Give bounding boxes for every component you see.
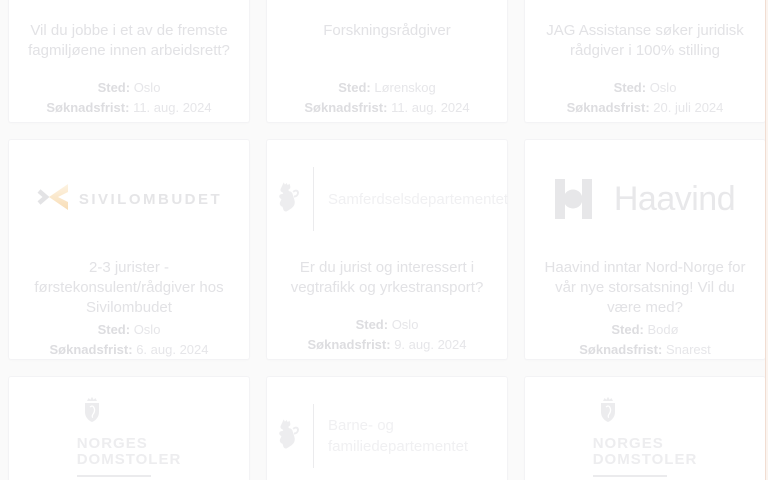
- job-card[interactable]: [524, 139, 766, 360]
- deadline-row: [304, 99, 469, 117]
- employer-logo-area: [9, 377, 249, 480]
- haavind-wordmark: Haavind: [613, 179, 736, 218]
- job-title: Er du jurist og interessert i vegtrafikk og yrkestransport?: [290, 259, 484, 296]
- employer-logo-area: [267, 377, 507, 480]
- deadline-label: Søknadsfrist:: [46, 100, 130, 115]
- haavind-h-icon: [555, 179, 592, 219]
- logo-divider: [313, 404, 314, 468]
- haavind-logo: [555, 179, 735, 219]
- deadline-value: Snarest: [665, 342, 711, 357]
- job-title: 2-3 jurister - førstekonsulent/rådgiver hos Sivilombudet: [34, 259, 224, 316]
- deadline-row: [50, 341, 209, 359]
- employer-logo-area: [267, 0, 507, 21]
- employer-logo-area: [525, 140, 765, 258]
- norges-domstoler-logo: [593, 395, 698, 477]
- deadline-label: Søknadsfrist:: [566, 100, 650, 115]
- logo-underline: [593, 475, 667, 477]
- location-value: Bodø: [647, 322, 679, 337]
- deadline-row: [579, 341, 711, 359]
- logo-underline: [77, 475, 151, 477]
- deadline-label: Søknadsfrist:: [49, 342, 133, 357]
- court-crest-icon: [596, 395, 620, 430]
- location-label: Sted:: [355, 317, 389, 332]
- job-card[interactable]: [266, 139, 508, 360]
- employer-logo-area: [9, 0, 249, 21]
- court-crest-icon: [80, 395, 104, 430]
- employer-logo-area: [525, 0, 765, 21]
- department-name: Barne- og familiedepartementet: [328, 417, 469, 455]
- job-card[interactable]: [266, 376, 508, 480]
- job-meta: [308, 316, 467, 354]
- deadline-value: 6. aug. 2024: [136, 342, 209, 357]
- deadline-label: Søknadsfrist:: [579, 342, 663, 357]
- barne-og-familiedepartementet-logo: [276, 404, 498, 468]
- court-wordmark: NORGES DOMSTOLER: [76, 435, 182, 468]
- location-label: Sted:: [338, 80, 371, 95]
- job-meta: [567, 79, 724, 117]
- deadline-row: [567, 99, 724, 117]
- deadline-label: Søknadsfrist:: [304, 100, 388, 115]
- location-value: Oslo: [133, 80, 161, 95]
- location-row: [50, 321, 209, 339]
- deadline-value: 11. aug. 2024: [133, 100, 212, 115]
- deadline-row: [308, 336, 467, 354]
- department-name: Samferdselsdepartementet: [328, 190, 509, 208]
- deadline-row: [46, 99, 211, 117]
- job-card-grid: [8, 0, 766, 480]
- job-title: Forskningsrådgiver: [323, 22, 451, 39]
- logo-divider: [313, 167, 314, 231]
- deadline-value: 11. aug. 2024: [391, 100, 470, 115]
- job-meta: [304, 79, 469, 117]
- sivilombudet-wordmark: SIVILOMBUDET: [78, 190, 223, 208]
- location-value: Oslo: [391, 317, 419, 332]
- employer-logo-area: [9, 140, 249, 258]
- deadline-value: 20. juli 2024: [653, 100, 724, 115]
- norwegian-lion-icon: [276, 417, 300, 456]
- location-label: Sted:: [613, 80, 647, 95]
- job-meta: [46, 79, 211, 117]
- sivilombudet-arrows-icon: [36, 182, 70, 217]
- norges-domstoler-logo: [77, 395, 182, 477]
- job-card[interactable]: [8, 376, 250, 480]
- court-wordmark: NORGES DOMSTOLER: [592, 435, 698, 468]
- deadline-value: 9. aug. 2024: [394, 337, 467, 352]
- job-card[interactable]: [524, 376, 766, 480]
- location-row: [579, 321, 711, 339]
- location-label: Sted:: [611, 322, 644, 337]
- location-value: Oslo: [649, 80, 677, 95]
- sivilombudet-logo: [36, 182, 222, 217]
- job-card[interactable]: [8, 0, 250, 123]
- location-row: [304, 79, 469, 97]
- job-meta: [579, 321, 711, 359]
- location-label: Sted:: [97, 322, 131, 337]
- employer-logo-area: [525, 377, 765, 480]
- location-row: [46, 79, 211, 97]
- samferdselsdepartementet-logo: [276, 167, 509, 231]
- deadline-label: Søknadsfrist:: [307, 337, 391, 352]
- employer-logo-area: [267, 140, 507, 258]
- location-row: [308, 316, 467, 334]
- job-title: JAG Assistanse søker juridisk rådgiver i 100% stilling: [546, 22, 744, 59]
- job-card[interactable]: [524, 0, 766, 123]
- location-label: Sted:: [97, 80, 131, 95]
- location-value: Oslo: [133, 322, 161, 337]
- job-card[interactable]: [266, 0, 508, 123]
- job-title: Vil du jobbe i et av de fremste fagmiljøene innen arbeidsrett?: [28, 22, 230, 59]
- norwegian-lion-icon: [276, 180, 300, 219]
- job-title: Haavind inntar Nord-Norge for vår nye storsatsning! Vil du være med?: [544, 259, 746, 316]
- location-row: [567, 79, 724, 97]
- location-value: Lørenskog: [374, 80, 436, 95]
- job-meta: [50, 321, 209, 359]
- job-card[interactable]: [8, 139, 250, 360]
